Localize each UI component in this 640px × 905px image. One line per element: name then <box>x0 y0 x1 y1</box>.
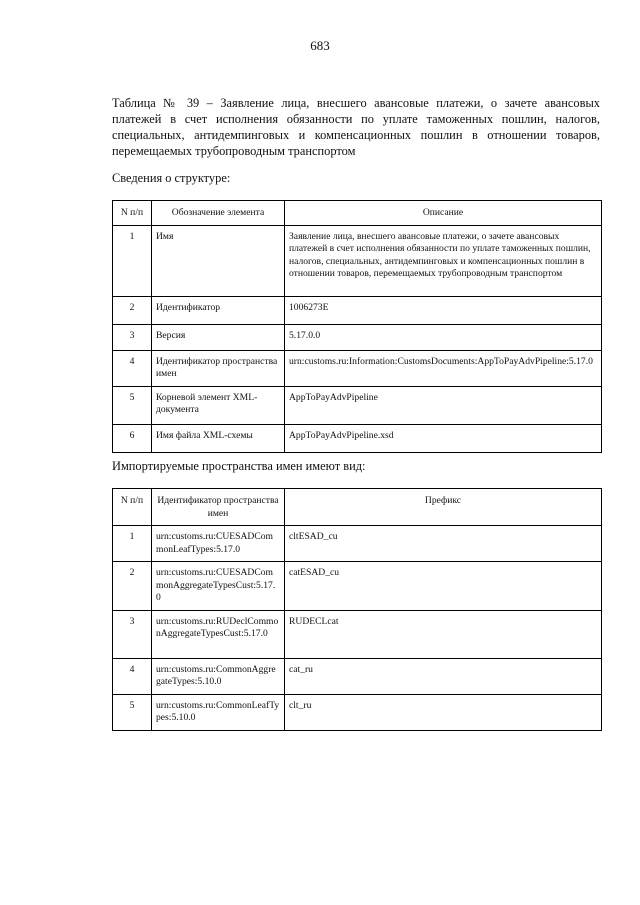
structure-section-label: Сведения о структуре: <box>112 171 231 185</box>
row-number: 6 <box>113 424 152 452</box>
col-header-element: Обозначение элемента <box>152 201 285 226</box>
row-prefix: cat_ru <box>285 658 602 694</box>
row-number: 4 <box>113 658 152 694</box>
col-header-namespace: Идентификатор пространства имен <box>152 489 285 526</box>
row-prefix: cltESAD_cu <box>285 526 602 562</box>
table-row <box>113 296 602 324</box>
table-row <box>113 658 602 694</box>
row-description: 5.17.0.0 <box>285 324 602 350</box>
row-element: Имя <box>152 225 285 296</box>
row-description: Заявление лица, внесшего авансовые платежи, о зачете авансовых платежей в счет исполнения обязанности по уплате таможенных пошлин, налогов, специальных, антидемпинговых и компенсационных пошлин в отношении товаров, перемещаемых трубопроводным транспортом <box>285 225 602 296</box>
table-row <box>113 424 602 452</box>
table-row <box>113 350 602 386</box>
table-row <box>113 562 602 611</box>
col-header-description: Описание <box>285 201 602 226</box>
row-description: AppToPayAdvPipeline.xsd <box>285 424 602 452</box>
row-element: Версия <box>152 324 285 350</box>
namespaces-table <box>112 488 602 731</box>
table-row <box>113 610 602 658</box>
row-element: Идентификатор <box>152 296 285 324</box>
row-number: 5 <box>113 386 152 424</box>
row-number: 3 <box>113 324 152 350</box>
row-element: Корневой элемент XML-документа <box>152 386 285 424</box>
structure-header-row <box>113 201 602 226</box>
table-row <box>113 386 602 424</box>
namespaces-section-label: Импортируемые пространства имен имеют вид: <box>112 459 366 473</box>
row-namespace: urn:customs.ru:CUESADCommonAggregateTypesCust:5.17.0 <box>152 562 285 611</box>
row-prefix: clt_ru <box>285 694 602 730</box>
namespaces-header-row <box>113 489 602 526</box>
row-namespace: urn:customs.ru:CommonLeafTypes:5.10.0 <box>152 694 285 730</box>
row-description: AppToPayAdvPipeline <box>285 386 602 424</box>
table-row <box>113 694 602 730</box>
row-element: Имя файла XML-схемы <box>152 424 285 452</box>
row-namespace: urn:customs.ru:CUESADCommonLeafTypes:5.17.0 <box>152 526 285 562</box>
row-prefix: RUDECLcat <box>285 610 602 658</box>
row-number: 1 <box>113 225 152 296</box>
row-element: Идентификатор пространства имен <box>152 350 285 386</box>
table-caption: Таблица № 39 – Заявление лица, внесшего авансовые платежи, о зачете авансовых платежей в счет исполнения обязанности по уплате таможенных пошлин, налогов, специальных, антидемпинговых и компенсационных пошлин в отношении товаров, перемещаемых трубопроводным транспортом <box>112 96 600 158</box>
structure-table <box>112 200 602 453</box>
col-header-number: N п/п <box>113 489 152 526</box>
col-header-number: N п/п <box>113 201 152 226</box>
row-number: 5 <box>113 694 152 730</box>
row-description: 1006273E <box>285 296 602 324</box>
row-number: 2 <box>113 296 152 324</box>
row-namespace: urn:customs.ru:RUDeclCommonAggregateTypesCust:5.17.0 <box>152 610 285 658</box>
row-namespace: urn:customs.ru:CommonAggregateTypes:5.10.0 <box>152 658 285 694</box>
table-row <box>113 324 602 350</box>
row-number: 1 <box>113 526 152 562</box>
table-row <box>113 526 602 562</box>
row-number: 2 <box>113 562 152 611</box>
row-prefix: catESAD_cu <box>285 562 602 611</box>
page-number: 683 <box>310 38 330 53</box>
row-number: 3 <box>113 610 152 658</box>
col-header-prefix: Префикс <box>285 489 602 526</box>
row-number: 4 <box>113 350 152 386</box>
row-description: urn:customs.ru:Information:CustomsDocuments:AppToPayAdvPipeline:5.17.0 <box>285 350 602 386</box>
table-row <box>113 225 602 296</box>
